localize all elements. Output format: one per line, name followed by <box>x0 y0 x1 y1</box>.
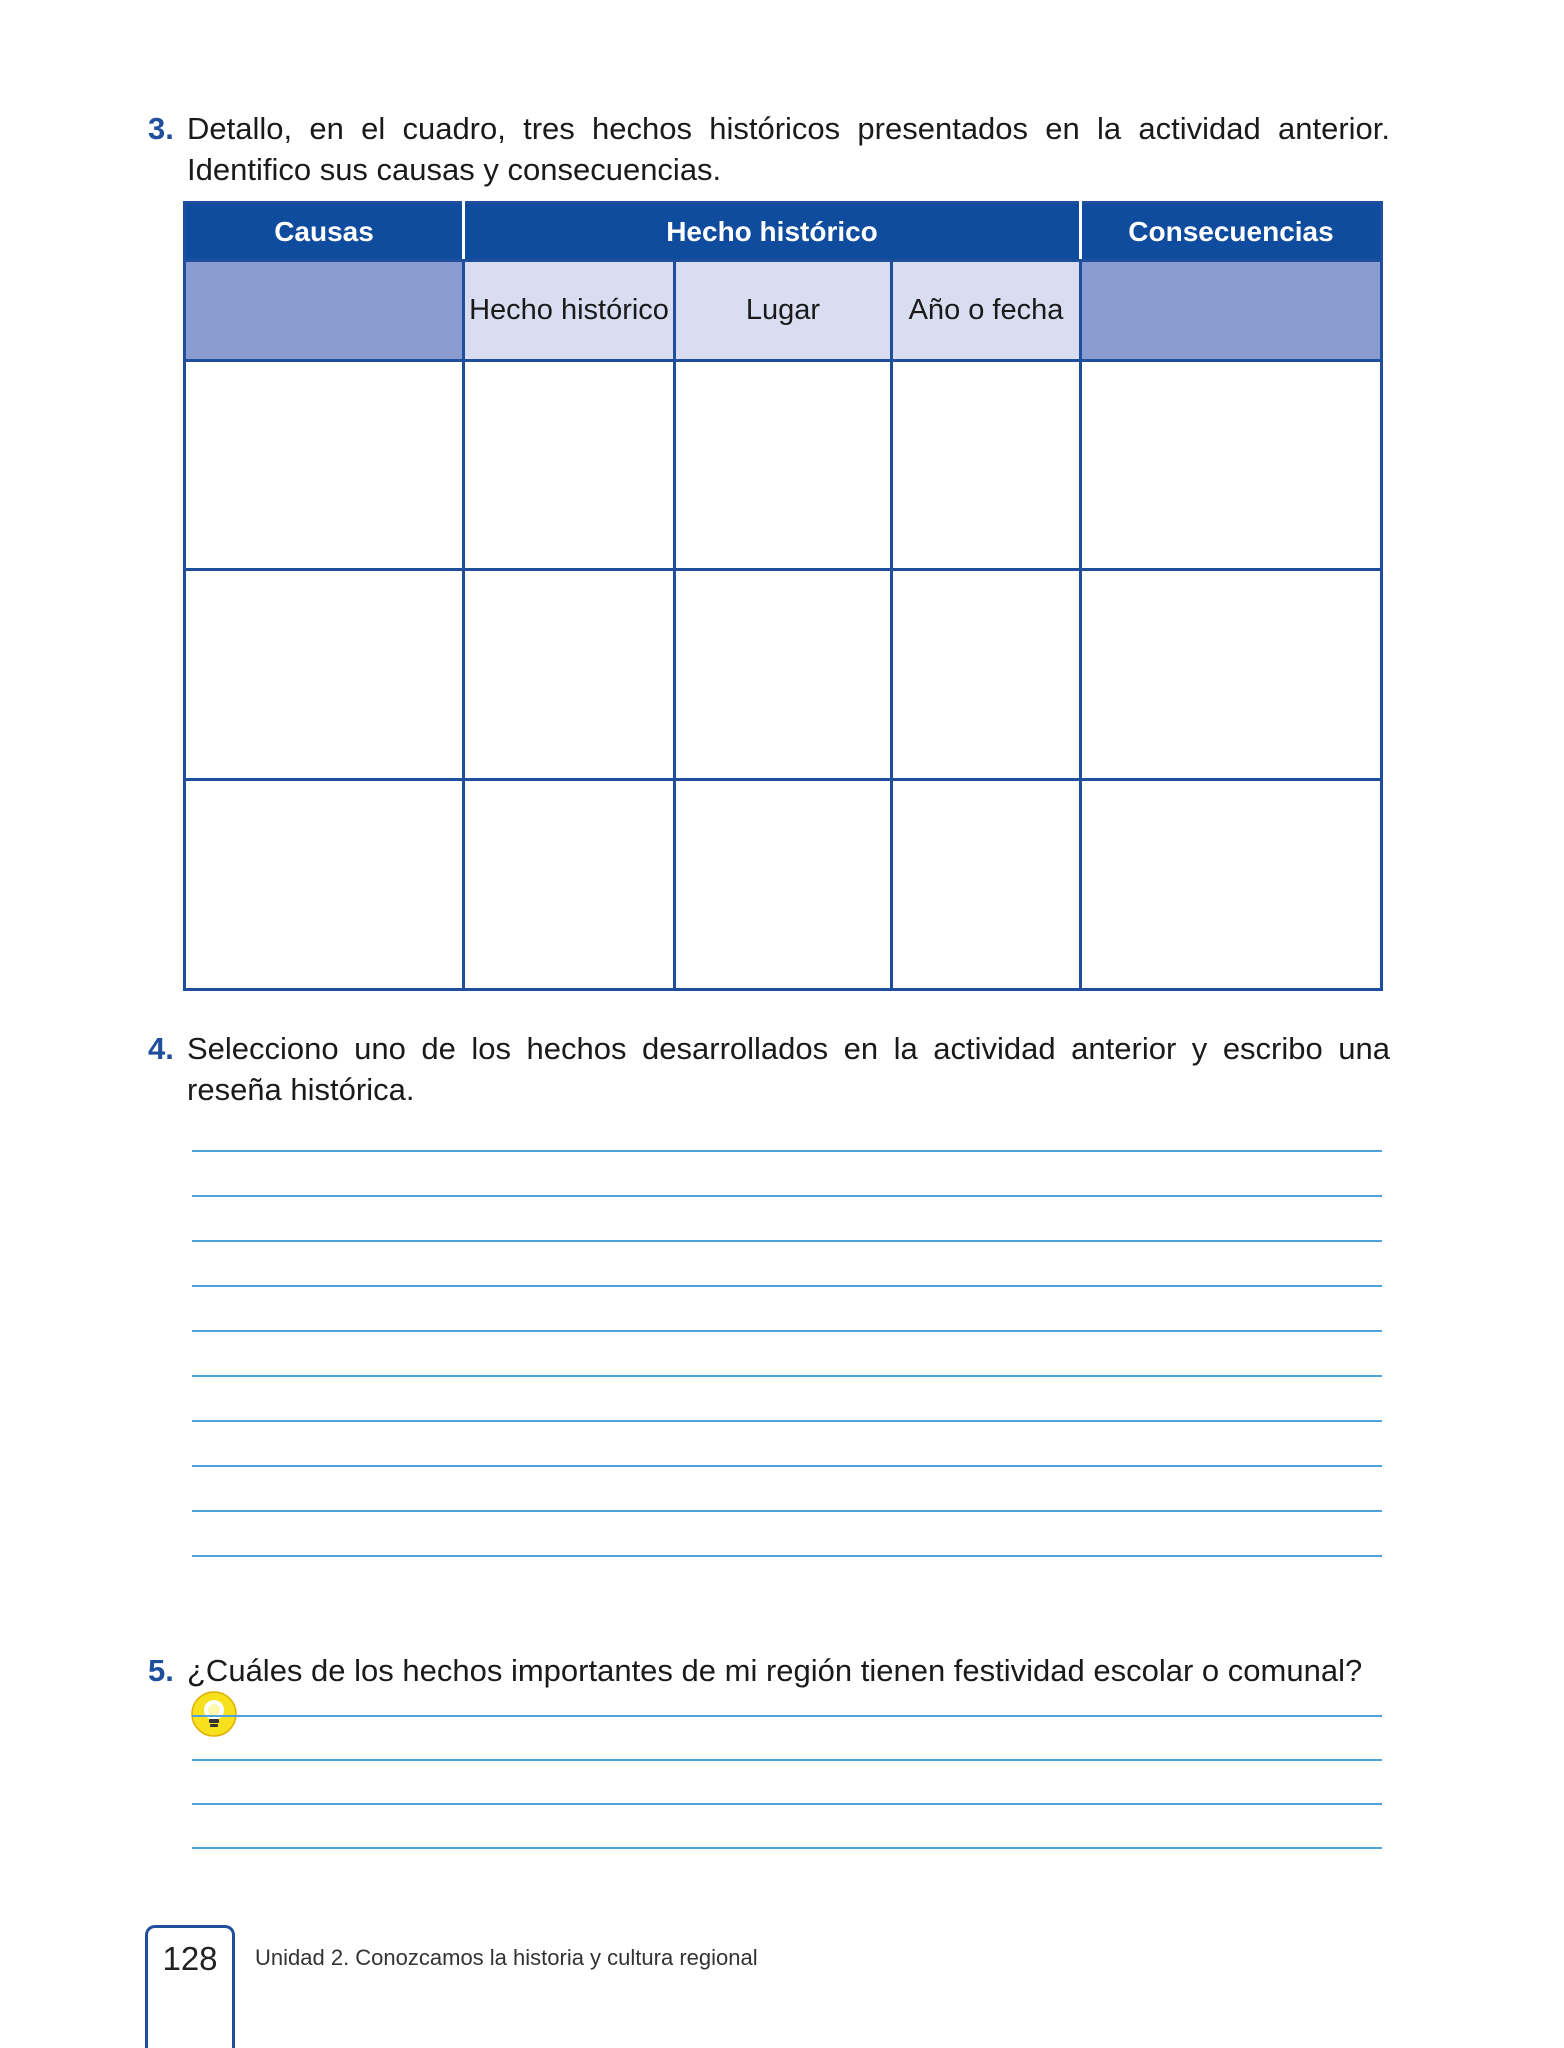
question-3 <box>150 108 1390 190</box>
subheader-date: Año o fecha <box>892 261 1081 360</box>
writing-line[interactable] <box>192 1715 1382 1717</box>
cell-consequences[interactable] <box>1081 780 1382 990</box>
lightbulb-icon <box>191 1691 237 1737</box>
cell-date[interactable] <box>892 570 1081 780</box>
header-causes: Causas <box>185 203 464 261</box>
cell-place[interactable] <box>675 780 892 990</box>
writing-line[interactable] <box>192 1420 1382 1422</box>
writing-line[interactable] <box>192 1375 1382 1377</box>
table-row <box>185 780 1382 990</box>
question-4 <box>150 1028 1390 1110</box>
cell-date[interactable] <box>892 780 1081 990</box>
cell-event[interactable] <box>464 360 675 570</box>
cell-date[interactable] <box>892 360 1081 570</box>
writing-line[interactable] <box>192 1195 1382 1197</box>
table-header-row <box>185 203 1382 261</box>
table-row <box>185 570 1382 780</box>
question-4-number: 4. <box>148 1031 174 1066</box>
question-4-text: Selecciono uno de los hechos desarrollados en la actividad anterior y escribo una reseña histórica. <box>187 1031 1390 1107</box>
question-5-text-wrapper <box>150 1650 1390 1737</box>
question-3-number: 3. <box>148 111 174 146</box>
writing-line[interactable] <box>192 1555 1382 1557</box>
header-consequences: Consecuencias <box>1081 203 1382 261</box>
cell-causes[interactable] <box>185 780 464 990</box>
writing-line[interactable] <box>192 1285 1382 1287</box>
table-row <box>185 360 1382 570</box>
writing-line[interactable] <box>192 1465 1382 1467</box>
page-number-tab <box>145 1925 235 2048</box>
question-5-number: 5. <box>148 1653 174 1688</box>
cell-place[interactable] <box>675 570 892 780</box>
cell-event[interactable] <box>464 780 675 990</box>
question-5-text: ¿Cuáles de los hechos importantes de mi región tienen festividad escolar o comunal? <box>187 1653 1363 1688</box>
table-subheader-row <box>185 261 1382 360</box>
writing-line[interactable] <box>192 1330 1382 1332</box>
writing-line[interactable] <box>192 1847 1382 1849</box>
question-5 <box>150 1650 1390 1737</box>
unit-title: Unidad 2. Conozcamos la historia y cultura regional <box>255 1945 758 1970</box>
writing-line[interactable] <box>192 1240 1382 1242</box>
writing-line[interactable] <box>192 1759 1382 1761</box>
cell-consequences[interactable] <box>1081 360 1382 570</box>
subheader-consequences-blank <box>1081 261 1382 360</box>
historical-events-table <box>183 201 1383 991</box>
writing-line[interactable] <box>192 1510 1382 1512</box>
subheader-causes-blank <box>185 261 464 360</box>
cell-causes[interactable] <box>185 570 464 780</box>
writing-line[interactable] <box>192 1803 1382 1805</box>
subheader-event: Hecho histórico <box>464 261 675 360</box>
cell-causes[interactable] <box>185 360 464 570</box>
header-historical-event: Hecho histórico <box>464 203 1081 261</box>
cell-consequences[interactable] <box>1081 570 1382 780</box>
subheader-place: Lugar <box>675 261 892 360</box>
question-3-text: Detallo, en el cuadro, tres hechos históricos presentados en la actividad anterior. Identifico sus causas y consecuencias. <box>187 111 1390 187</box>
cell-event[interactable] <box>464 570 675 780</box>
writing-line[interactable] <box>192 1150 1382 1152</box>
page-number: 128 <box>162 1940 218 1977</box>
cell-place[interactable] <box>675 360 892 570</box>
